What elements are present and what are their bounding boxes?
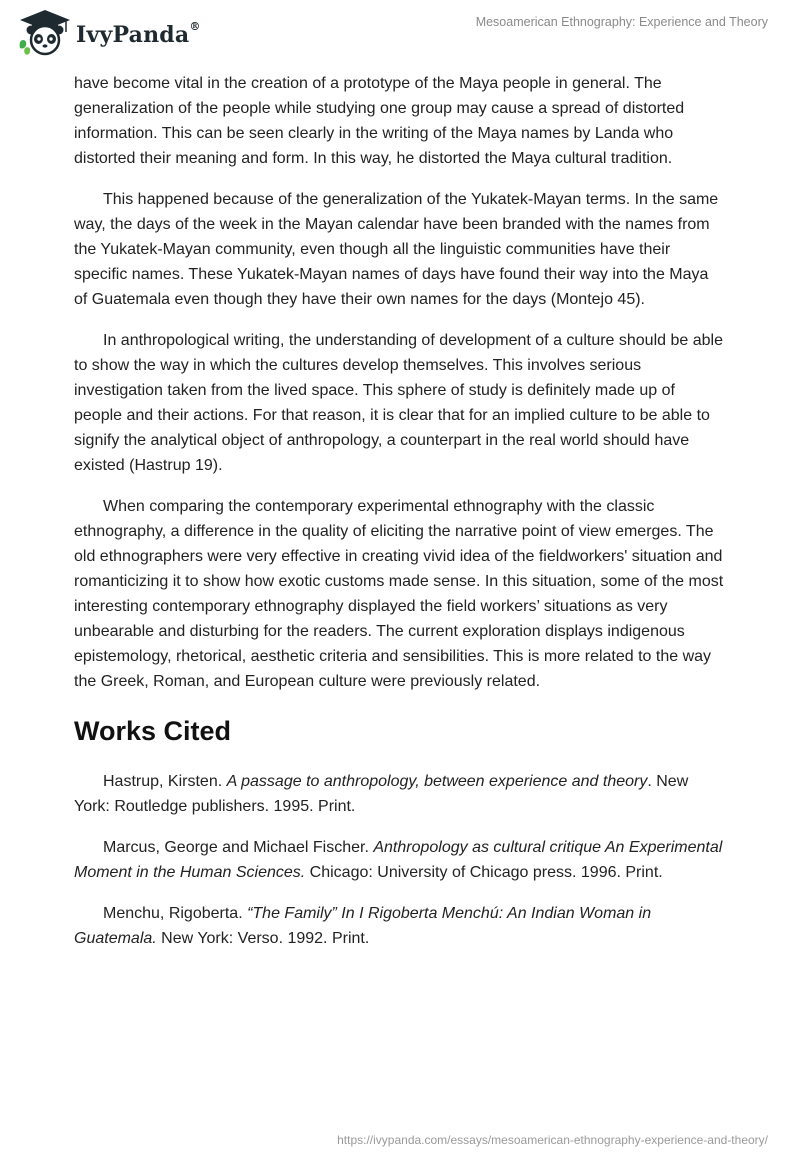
citation-entry: Hastrup, Kirsten. A passage to anthropology, between experience and theory. New York: Routledge publishers. 1995. Print. xyxy=(74,773,689,815)
citation-entry: Menchu, Rigoberta. “The Family” In I Rigoberta Menchú: An Indian Woman in Guatemala. New York: Verso. 1992. Print. xyxy=(74,905,652,947)
document-title: Mesoamerican Ethnography: Experience and Theory xyxy=(475,15,768,29)
citation-entry: Marcus, George and Michael Fischer. Anthropology as cultural critique An Experimental Moment in the Human Sciences. Chicago: University of Chicago press. 1996. Print. xyxy=(74,839,723,881)
paragraph: This happened because of the generalization of the Yukatek-Mayan terms. In the same way, the days of the week in the Mayan calendar have been branded with the names from the Yukatek-Mayan community, even though all the linguistic communities have their specific names. These Yukatek-Mayan names of days have found their way into the Maya of Guatemala even though they have their own names for the days (Montejo 45). xyxy=(74,191,719,308)
source-url[interactable]: https://ivypanda.com/essays/mesoamerican-ethnography-experience-and-theory/ xyxy=(337,1133,768,1147)
paragraph: In anthropological writing, the understanding of development of a culture should be able to show the way in which the cultures develop themselves. This involves serious investigation taken from the lived space. This sphere of study is definitely made up of people and their actions. For that reason, it is clear that for an implied culture to be able to signify the analytical object of anthropology, a counterpart in the real world should have existed (Hastrup 19). xyxy=(74,332,723,474)
paragraph: have become vital in the creation of a prototype of the Maya people in general. The generalization of the people while studying one group may cause a spread of distorted information. This can be seen clearly in the writing of the Maya names by Landa who distorted their meaning and form. In this way, he distorted the Maya cultural tradition. xyxy=(74,75,685,167)
brand-name: IvyPanda® xyxy=(76,19,201,48)
works-cited-heading: Works Cited xyxy=(74,716,232,746)
essay-body xyxy=(74,71,726,967)
paragraph: When comparing the contemporary experimental ethnography with the classic ethnography, a difference in the quality of eliciting the narrative point of view emerges. The old ethnographers were very effective in creating vivid idea of the fieldworkers' situation and romanticizing it to show how exotic customs made sense. In this situation, some of the most interesting contemporary ethnography displayed the field workers’ situations as very unbearable and disturbing for the readers. The current exploration displays indigenous epistemology, rhetorical, aesthetic criteria and sensibilities. This is more related to the way the Greek, Roman, and European culture were previously related. xyxy=(74,498,724,690)
ivypanda-logo[interactable] xyxy=(16,8,201,58)
panda-graduate-icon xyxy=(16,8,74,58)
page-header xyxy=(0,0,800,70)
